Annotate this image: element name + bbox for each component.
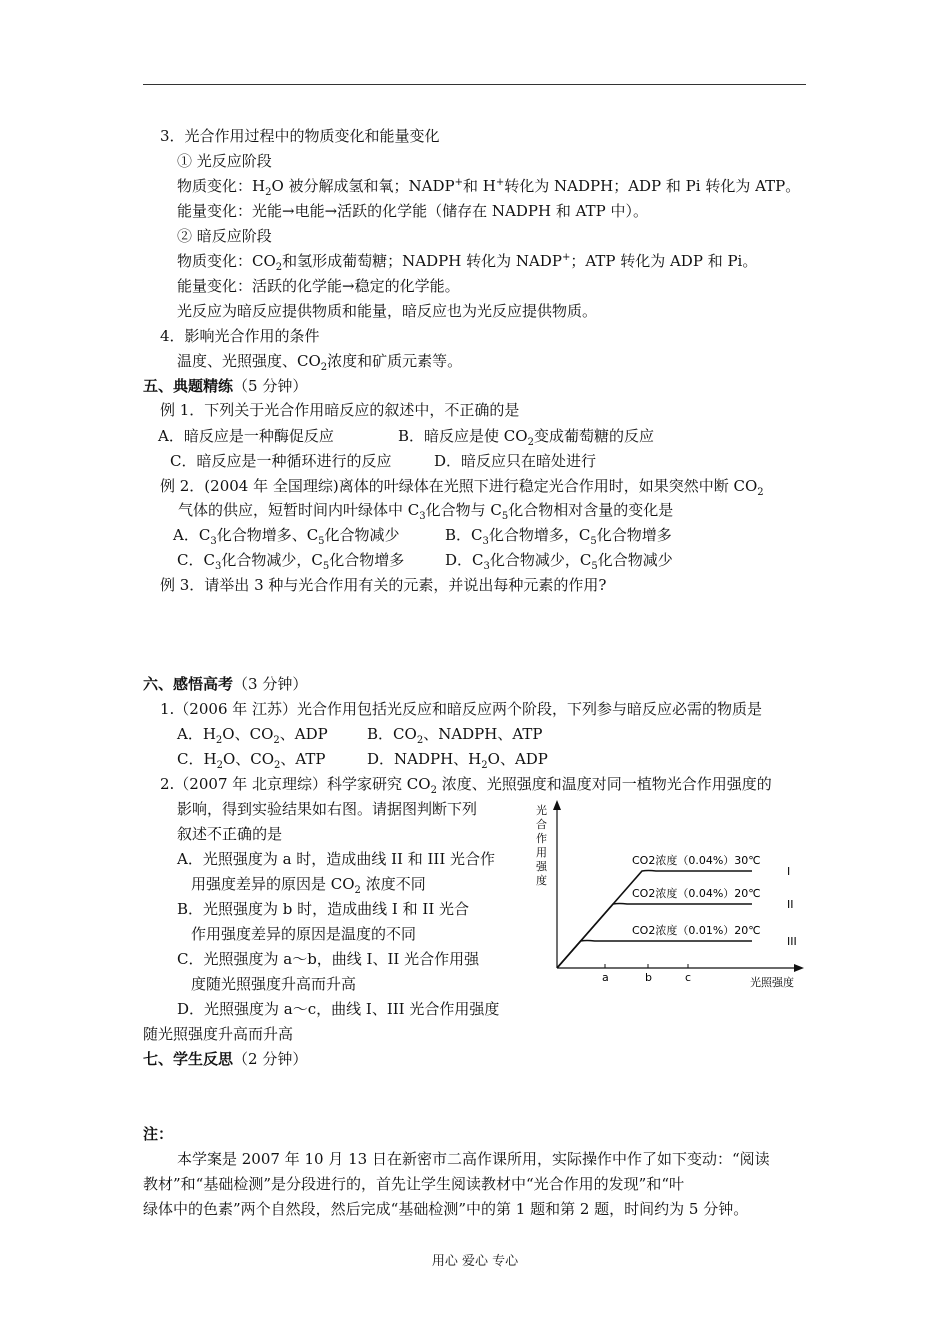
series-name-II: II [787, 898, 794, 911]
ex1-stem: 例 1．下列关于光合作用暗反应的叙述中，不正确的是 [160, 401, 520, 419]
q2-option-c-1: C．光照强度为 a～b，曲线 I、II 光合作用强 [177, 950, 480, 968]
dark-energy-change: 能量变化：活跃的化学能→稳定的化学能。 [177, 277, 460, 295]
ex1-option-a: A．暗反应是一种酶促反应 [158, 427, 334, 445]
series-name-III: III [787, 935, 797, 948]
q2-option-b-2: 作用强度差异的原因是温度的不同 [191, 925, 417, 943]
q2-option-d-1: D．光照强度为 a～c，曲线 I、III 光合作用强度 [177, 1000, 500, 1018]
light-matter-change: 物质变化：$H_2O$ 被分解成氢和氧；NADP+和 H+转化为 NADPH；ADP 和 Pi 转化为 ATP。 [177, 177, 801, 198]
ex2-option-d: D．$C_3$化合物减少，$C_5$化合物减少 [445, 551, 673, 572]
q1-option-b: B．$CO_2$、NADPH、ATP [367, 725, 543, 746]
series-label-III: CO2浓度（0.01%）20℃ [632, 924, 761, 937]
x-tick-label-b: b [645, 971, 652, 984]
s4-body: 温度、光照强度、$CO_2$浓度和矿质元素等。 [177, 352, 463, 373]
q1-option-d: D．NADPH、$H_2O$、ADP [367, 750, 548, 771]
ex1-option-c: C．暗反应是一种循环进行的反应 [170, 452, 392, 470]
y-axis-label-2: 合 [536, 818, 547, 831]
section-5-title: 五、典题精练（5 分钟） [143, 377, 308, 395]
y-axis-label-6: 度 [536, 874, 547, 887]
ex2-stem-1: 例 2．(2004 年 全国理综)离体的叶绿体在光照下进行稳定光合作用时，如果突然中断 $CO_2$ [160, 477, 764, 498]
ex1-option-d: D．暗反应只在暗处进行 [434, 452, 597, 470]
x-axis-arrow [794, 964, 804, 972]
x-tick-label-c: c [685, 971, 692, 984]
note-line-1: 本学案是 2007 年 10 月 13 日在新密市二高作课所用，实际操作中作了如下变动：“阅读 [177, 1150, 770, 1168]
y-axis-arrow [553, 800, 561, 810]
dark-reaction-title: ② 暗反应阶段 [177, 227, 272, 245]
photosynthesis-chart [530, 798, 810, 998]
ex2-option-c: C．$C_3$化合物减少，$C_5$化合物增多 [177, 551, 405, 572]
s4-heading: 4．影响光合作用的条件 [160, 327, 320, 345]
q2-option-c-2: 度随光照强度升高而升高 [191, 975, 357, 993]
light-reaction-title: ① 光反应阶段 [177, 152, 272, 170]
q2-option-b-1: B．光照强度为 b 时，造成曲线 I 和 II 光合 [177, 900, 470, 918]
light-dark-relation: 光反应为暗反应提供物质和能量，暗反应也为光反应提供物质。 [177, 302, 598, 320]
note-title: 注： [143, 1125, 174, 1143]
q2-option-d-2: 随光照强度升高而升高 [143, 1025, 294, 1043]
y-axis-label-4: 用 [536, 846, 547, 859]
s3-heading: 3．光合作用过程中的物质变化和能量变化 [160, 127, 440, 145]
ex3-stem: 例 3．请举出 3 种与光合作用有关的元素，并说出每种元素的作用? [160, 576, 607, 594]
q1-stem: 1.（2006 年 江苏）光合作用包括光反应和暗反应两个阶段，下列参与暗反应必需的物质是 [160, 700, 763, 718]
series-label-I: CO2浓度（0.04%）30℃ [632, 854, 761, 867]
q2-stem-1: 2.（2007 年 北京理综）科学家研究 $CO_2$ 浓度、光照强度和温度对同一植物光合作用强度的 [160, 775, 772, 796]
series-line-III [557, 941, 752, 969]
note-line-3: 绿体中的色素”两个自然段，然后完成“基础检测”中的第 1 题和第 2 题，时间约为 5 分钟。 [143, 1200, 749, 1218]
ex1-option-b: B．暗反应是使 $CO_2$变成葡萄糖的反应 [398, 427, 654, 448]
y-axis-label-3: 作 [536, 832, 547, 845]
ex2-option-b: B．$C_3$化合物增多，$C_5$化合物增多 [445, 526, 672, 547]
x-axis-label: 光照强度 [750, 976, 794, 989]
note-line-2: 教材”和“基础检测”是分段进行的，首先让学生阅读教材中“光合作用的发现”和“叶 [143, 1175, 685, 1193]
series-name-I: I [787, 865, 791, 878]
q2-option-a-2: 用强度差异的原因是 $CO_2$ 浓度不同 [191, 875, 426, 896]
series-label-II: CO2浓度（0.04%）20℃ [632, 887, 761, 900]
section-6-title: 六、感悟高考（3 分钟） [143, 675, 308, 693]
header-rule [143, 84, 806, 85]
x-tick-label-a: a [602, 971, 609, 984]
section-7-title: 七、学生反思（2 分钟） [143, 1050, 308, 1068]
ex2-option-a: A．$C_3$化合物增多、$C_5$化合物减少 [173, 526, 400, 547]
q2-option-a-1: A．光照强度为 a 时，造成曲线 II 和 III 光合作 [177, 850, 496, 868]
light-energy-change: 能量变化：光能→电能→活跃的化学能（储存在 NADPH 和 ATP 中）。 [177, 202, 648, 220]
series-line-I [557, 871, 752, 969]
ex2-stem-2: 气体的供应，短暂时间内叶绿体中 $C_3$化合物与 $C_5$化合物相对含量的变化是 [178, 501, 674, 522]
q2-stem-3: 叙述不正确的是 [177, 825, 283, 843]
page-footer: 用心 爱心 专心 [431, 1254, 519, 1269]
q2-stem-2: 影响，得到实验结果如右图。请据图判断下列 [177, 800, 478, 818]
dark-matter-change: 物质变化：$CO_2$和氢形成葡萄糖；NADPH 转化为 NADP+；ATP 转化为 ADP 和 Pi。 [177, 252, 758, 273]
y-axis-label-5: 强 [536, 860, 547, 873]
q1-option-a: A．$H_2O$、$CO_2$、ADP [177, 725, 328, 746]
y-axis-label-1: 光 [536, 804, 547, 817]
q1-option-c: C．$H_2O$、$CO_2$、ATP [177, 750, 326, 771]
